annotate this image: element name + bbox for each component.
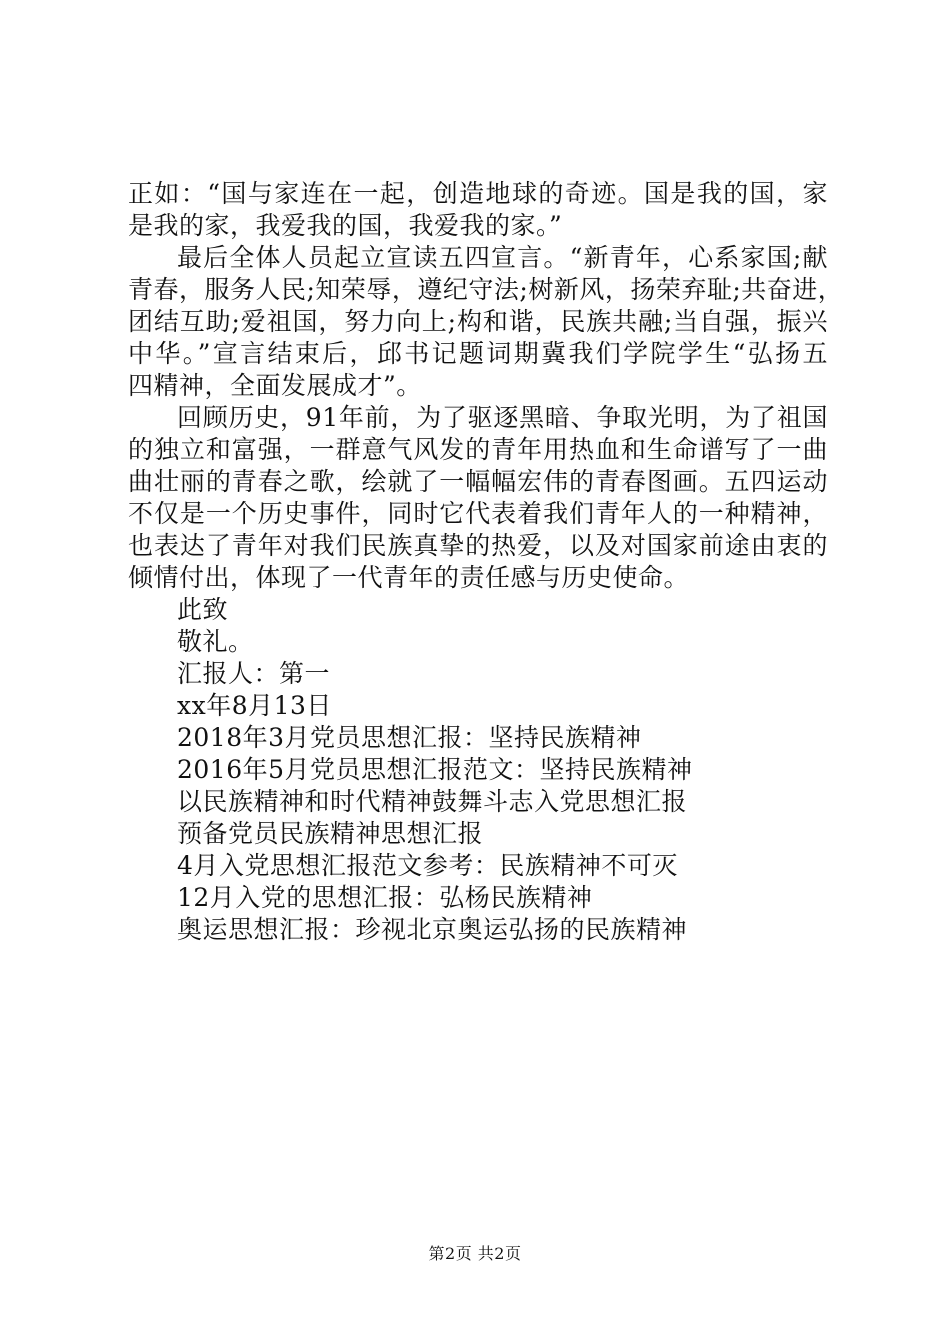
paragraph-line: 的独立和富强，一群意气风发的青年用热血和生命谱写了一曲 bbox=[128, 435, 828, 464]
paragraph-line: 也表达了青年对我们民族真挚的热爱，以及对国家前途由衷的 bbox=[128, 531, 828, 560]
page-number-footer: 第2页 共2页 bbox=[428, 1244, 522, 1263]
paragraph-line: 是我的家，我爱我的国，我爱我的家。” bbox=[128, 211, 563, 240]
date-line: xx年8月13日 bbox=[177, 691, 332, 720]
related-article-link[interactable]: 2016年5月党员思想汇报范文：坚持民族精神 bbox=[177, 755, 693, 784]
related-article-link[interactable]: 2018年3月党员思想汇报：坚持民族精神 bbox=[177, 723, 642, 752]
paragraph-line: 曲壮丽的青春之歌，绘就了一幅幅宏伟的青春图画。五四运动 bbox=[128, 467, 828, 496]
related-article-link[interactable]: 奥运思想汇报：珍视北京奥运弘扬的民族精神 bbox=[177, 915, 688, 944]
paragraph-line: 中华。”宣言结束后，邱书记题词期冀我们学院学生“弘扬五 bbox=[128, 339, 828, 368]
related-article-link[interactable]: 4月入党思想汇报范文参考：民族精神不可灭 bbox=[177, 851, 678, 880]
paragraph-line: 四精神，全面发展成才”。 bbox=[128, 371, 422, 400]
paragraph-line: 青春，服务人民;知荣辱，遵纪守法;树新风，扬荣弃耻;共奋进， bbox=[128, 275, 844, 304]
paragraph-line: 不仅是一个历史事件，同时它代表着我们青年人的一种精神， bbox=[128, 499, 828, 528]
salutation-line: 敬礼。 bbox=[177, 627, 254, 656]
reporter-line: 汇报人：第一 bbox=[177, 659, 331, 688]
related-article-link[interactable]: 预备党员民族精神思想汇报 bbox=[177, 819, 484, 848]
related-article-link[interactable]: 12月入党的思想汇报：弘杨民族精神 bbox=[177, 883, 593, 912]
paragraph-line: 正如：“国与家连在一起，创造地球的奇迹。国是我的国，家 bbox=[128, 179, 828, 208]
paragraph-line: 倾情付出，体现了一代青年的责任感与历史使命。 bbox=[128, 563, 690, 592]
paragraph-line: 回顾历史，91年前，为了驱逐黑暗、争取光明，为了祖国 bbox=[177, 403, 828, 432]
paragraph-line: 最后全体人员起立宣读五四宣言。“新青年，心系家国;献 bbox=[177, 243, 828, 272]
related-article-link[interactable]: 以民族精神和时代精神鼓舞斗志入党思想汇报 bbox=[177, 787, 688, 816]
paragraph-line: 团结互助;爱祖国，努力向上;构和谐，民族共融;当自强，振兴 bbox=[128, 307, 828, 336]
salutation-line: 此致 bbox=[177, 595, 229, 624]
